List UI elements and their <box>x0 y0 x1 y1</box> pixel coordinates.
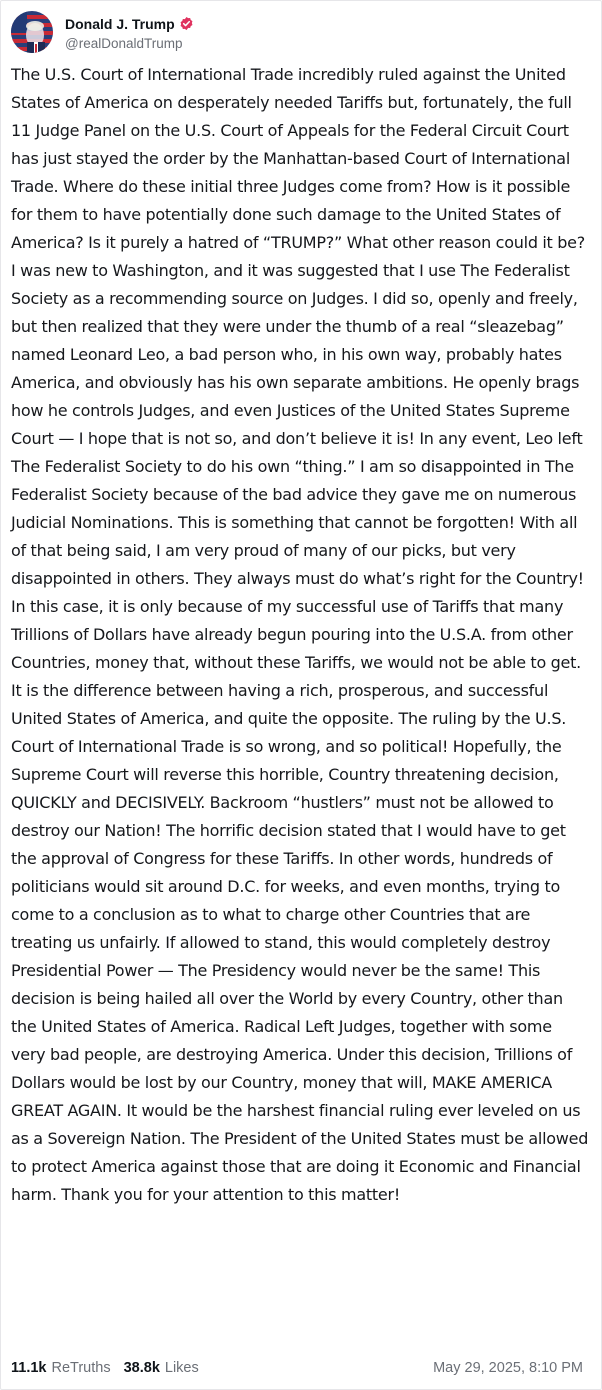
post-header <box>11 11 194 53</box>
author-display-name[interactable]: Donald J. Trump <box>65 15 175 32</box>
name-row <box>65 14 194 34</box>
author-handle[interactable]: @realDonaldTrump <box>65 35 183 51</box>
likes-count: 38.8k <box>123 1360 160 1376</box>
avatar[interactable] <box>11 11 53 53</box>
likes-stat[interactable] <box>124 1360 199 1376</box>
post-timestamp[interactable]: May 29, 2025, 8:10 PM <box>433 1360 583 1376</box>
post-body: The U.S. Court of International Trade incredibly ruled against the United States of America on desperately needed Tariffs but, fortunately, the full 11 Judge Panel on the U.S. Court of Appeals for the Federal Circuit Court has just stayed the order by the Manhattan-based Court of International Trade. Where do these initial three Judges come from? How is it possible for them to have potentially done such damage to the United States of America? Is it purely a hatred of “TRUMP?” What other reason could it be? I was new to Washington, and it was suggested that I use The Federalist Society as a recommending source on Judges. I did so, openly and freely, but then realized that they were under the thumb of a real “sleazebag” named Leonard Leo, a bad person who, in his own way, probably hates America, and obviously has his own separate ambitions. He openly brags how he controls Judges, and even Justices of the United States Supreme Court — I hope that is not so, and don’t believe it is! In any event, Leo left The Federalist Society to do his own “thing.” I am so disappointed in The Federalist Society because of the bad advice they gave me on numerous Judicial Nominations. This is something that cannot be forgotten! With all of that being said, I am very proud of many of our picks, but very disappointed in others. They always must do what’s right for the Country! In this case, it is only because of my successful use of Tariffs that many Trillions of Dollars have already begun pouring into the U.S.A. from other Countries, money that, without these Tariffs, we would not be able to get. It is the difference between having a rich, prosperous, and successful United States of America, and quite the opposite. The ruling by the U.S. Court of International Trade is so wrong, and so political! Hopefully, the Supreme Court will reverse this horrible, Country threatening decision, QUICKLY and DECISIVELY. Backroom “hustlers” must not be allowed to destroy our Nation! The horrific decision stated that I would have to get the approval of Congress for these Tariffs. In other words, hundreds of politicians would sit around D.C. for weeks, and even months, trying to come to a conclusion as to what to charge other Countries that are treating us unfairly. If allowed to stand, this would completely destroy Presidential Power — The Presidency would never be the same! This decision is being hailed all over the World by every Country, other than the United States of America. Radical Left Judges, together with some very bad people, are destroying America. Under this decision, Trillions of Dollars would be lost by our Country, money that will, MAKE AMERICA GREAT AGAIN. It would be the harshest financial ruling ever leveled on us as a Sovereign Nation. The President of the United States must be allowed to protect America against those that are doing it Economic and Financial harm. Thank you for your attention to this matter! <box>11 65 589 1204</box>
likes-label: Likes <box>164 1360 199 1376</box>
author-info <box>65 14 194 51</box>
verified-badge-icon <box>179 16 194 31</box>
retruths-label: ReTruths <box>51 1360 111 1376</box>
retruths-count: 11.1k <box>11 1360 47 1376</box>
avatar-image <box>11 11 53 53</box>
retruths-stat[interactable] <box>11 1360 111 1376</box>
post-footer <box>11 1356 583 1380</box>
